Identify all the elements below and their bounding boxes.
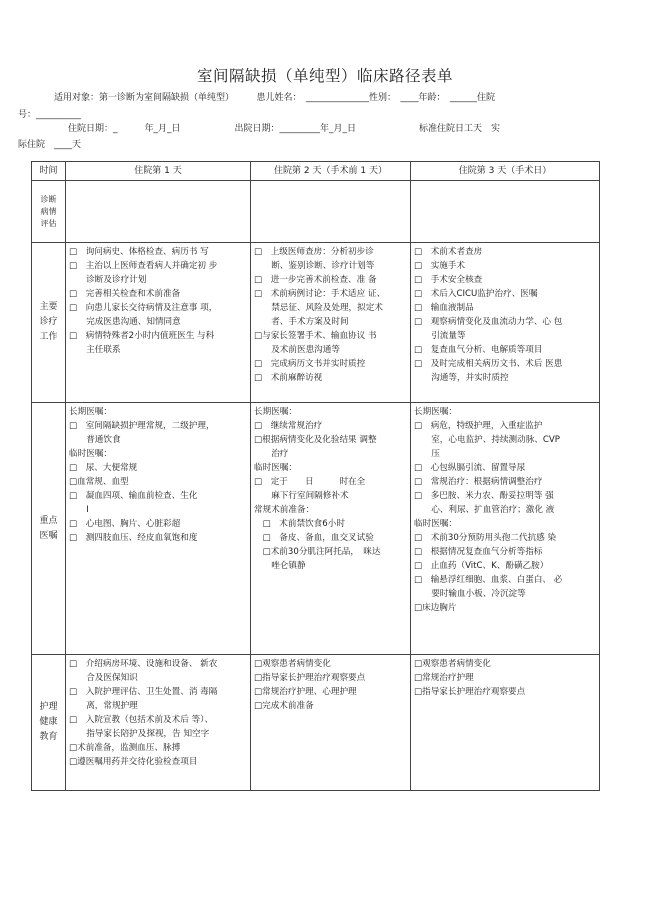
checklist-item: □ 输悬浮红细胞、血浆、白蛋白、 必 要时输血小板、冷沉淀等 (414, 575, 563, 599)
info-line-number: 号：__________ (18, 110, 82, 120)
checklist-item: 临时医嘱： (69, 449, 112, 459)
checklist-item: □ 复查血气分析、电解质等项目 (414, 345, 543, 355)
checklist-item: □完成术前准备 (254, 701, 314, 711)
checklist-item: □床边胸片 (414, 603, 457, 613)
checklist-item: □ 测四肢血压、经皮血氧饱和度 (69, 533, 198, 543)
row-main-work (32, 243, 600, 403)
checklist-item: □ 室间隔缺损护理常规，二级护理， 普通饮食 (69, 421, 215, 445)
info-line-stay: 际住院 ____天 (18, 140, 82, 150)
checklist-item: □ 病危，特级护理，入重症监护 室，心电监护、持续测动脉、CVP 压 (414, 421, 560, 459)
cell-diagnosis-day1 (66, 181, 251, 243)
cell-nursing-day2 (251, 655, 411, 791)
checklist-item: □ 术前麻醉访视 (254, 373, 323, 383)
checklist-item: □ 病情特殊者2小时内值班医生 与科 主任联系 (69, 331, 215, 355)
checklist-item: □与家长签署手术、输血协议 书 及术前医患沟通等 (254, 331, 377, 355)
row-diagnosis (32, 181, 600, 243)
header-day1: 住院第 1 天 (66, 162, 251, 181)
checklist-item: □术前30分肌注阿托品， 咪达 唑仑镇静 (262, 547, 381, 571)
checklist-item: □ 手术安全核查 (414, 275, 483, 285)
checklist-item: □ 输血液制品 (414, 303, 474, 313)
checklist-item: □指导家长护理治疗观察要点 (254, 673, 366, 683)
checklist-item: □ 询问病史、体格检查、病历书 写 (69, 247, 209, 257)
checklist-item: □ 介绍病房环境、设施和设备、 新农 合及医保知识 (69, 659, 218, 683)
checklist-item: □ 常规治疗：根据病情调整治疗 (414, 477, 543, 487)
checklist-item: 长期医嘱： (414, 407, 457, 417)
cell-nursing-day1 (66, 655, 251, 791)
checklist-item: □观察患者病情变化 (414, 659, 491, 669)
checklist-item: □ 及时完成相关病历文书、术后 医患 沟通等，并实时质控 (414, 359, 563, 383)
checklist-item: □ 进一步完善术前检查、准 备 (254, 275, 377, 285)
checklist-item: □ 术前术者查房 (414, 247, 483, 257)
checklist-item: □ 根据情况复查血气分析等指标 (414, 547, 543, 557)
checklist-item: □ 入院宣教（包括术前及术后 等）、 指导家长陪护及探视，告 知空字 (69, 715, 214, 739)
checklist-item: □ 心电图、胸片、心脏彩超 (69, 519, 181, 529)
checklist-item: □ 止血药（VitC、K、酚磺乙胺） (414, 561, 549, 571)
checklist-item: □ 术前禁饮食6小时 (254, 519, 345, 529)
cell-main-work-day1 (66, 243, 251, 403)
checklist-item: □ 观察病情变化及血流动力学、心 包 引流量等 (414, 317, 563, 341)
row-nursing (32, 655, 600, 791)
cell-key-orders-day3 (411, 403, 600, 655)
checklist-item: □ 备皮、备血，血交叉试验 (254, 533, 374, 543)
checklist-item: 常规术前准备： (254, 505, 315, 515)
cell-diagnosis-day2 (251, 181, 411, 243)
checklist-item: □观察患者病情变化 (254, 659, 331, 669)
header-time: 时间 (32, 162, 66, 181)
checklist-item: □ 入院护理评估、卫生处置、消 毒隔 离，常规护理 (69, 687, 218, 711)
checklist-item: □ 完成病历文书并实时质控 (254, 359, 366, 369)
checklist-item: □指导家长护理治疗观察要点 (414, 687, 526, 697)
checklist-item: □ 心包纵膈引流、留置导尿 (414, 463, 526, 473)
cell-diagnosis-day3 (411, 181, 600, 243)
cell-nursing-day3 (411, 655, 600, 791)
checklist-item: 长期医嘱： (69, 407, 112, 417)
checklist-item: □遵医嘱用药并交待化验检查项目 (69, 757, 198, 767)
checklist-item: 临时医嘱： (414, 519, 457, 529)
checklist-item: □ 术后入CICU监护治疗、医嘱 (414, 289, 538, 299)
checklist-item: □常规治疗护理、心理护理 (254, 687, 357, 697)
checklist-item: □术前准备，监测血压、脉搏 (69, 743, 181, 753)
cell-key-orders-day2 (251, 403, 411, 655)
info-line-dates: 住院日期：_ 年_月_日 出院日期：_________年_月_日 标准住院日工天 实 (68, 124, 501, 134)
table-header-row (32, 162, 600, 181)
cell-main-work-day2 (251, 243, 411, 403)
row-label-key-orders: 重点 医嘱 (32, 403, 66, 655)
checklist-item: □ 实施手术 (414, 261, 466, 271)
checklist-item: □ 继续常规治疗 (254, 421, 323, 431)
cell-key-orders-day1 (66, 403, 251, 655)
checklist-item: □ 术前30分预防用头孢二代抗感 染 (414, 533, 557, 543)
checklist-item: □ 定于 日 时在全 麻下行室间隔修补术 (254, 477, 366, 501)
checklist-item: □ 主治以上医师查看病人并确定初 步 诊断及诊疗计划 (69, 261, 218, 285)
header-day3: 住院第 3 天（手术日） (411, 162, 600, 181)
row-label-main-work: 主要 诊疗 工作 (32, 243, 66, 403)
page-title: 室间隔缺损（单纯型）临床路径表单 (196, 67, 453, 85)
checklist-item: □常规治疗护理 (414, 673, 474, 683)
checklist-item: □血常规、血型 (69, 477, 129, 487)
checklist-item: □ 多巴胺、米力农、酚妥拉明等 强 心、利尿、扩血管治疗；激化 液 (414, 491, 555, 515)
checklist-item: □根据病情变化及化验结果 调整 治疗 (254, 435, 377, 459)
checklist-item: □ 完善相关检查和术前准备 (69, 289, 181, 299)
checklist-item: □ 术前病例讨论：手术适应 证、 禁忌征、风险及处理，拟定术 者、手术方案及时间 (254, 289, 386, 327)
row-label-nursing: 护理 健康 教育 (32, 655, 66, 791)
header-day2: 住院第 2 天（手术前 1 天） (251, 162, 411, 181)
checklist-item: □ 凝血四项、输血前检查、生化 I (69, 491, 198, 515)
checklist-item: 长期医嘱： (254, 407, 297, 417)
info-line-patient: 适用对象：第一诊断为室间隔缺损（单纯型） 患儿姓名： ______________性别： ____年龄： ______住院 (54, 93, 496, 103)
row-label-diagnosis: 诊断 病情 评估 (32, 181, 66, 243)
checklist-item: □ 尿、大便常规 (69, 463, 138, 473)
checklist-item: □ 上级医师查房：分析初步诊 断、鉴别诊断、诊疗计划等 (254, 247, 375, 271)
clinical-pathway-table (31, 161, 600, 791)
row-key-orders (32, 403, 600, 655)
checklist-item: 临时医嘱： (254, 463, 297, 473)
checklist-item: □ 向患儿家长交待病情及注意事 项， 完成医患沟通、知情同意 (69, 303, 218, 327)
cell-main-work-day3 (411, 243, 600, 403)
